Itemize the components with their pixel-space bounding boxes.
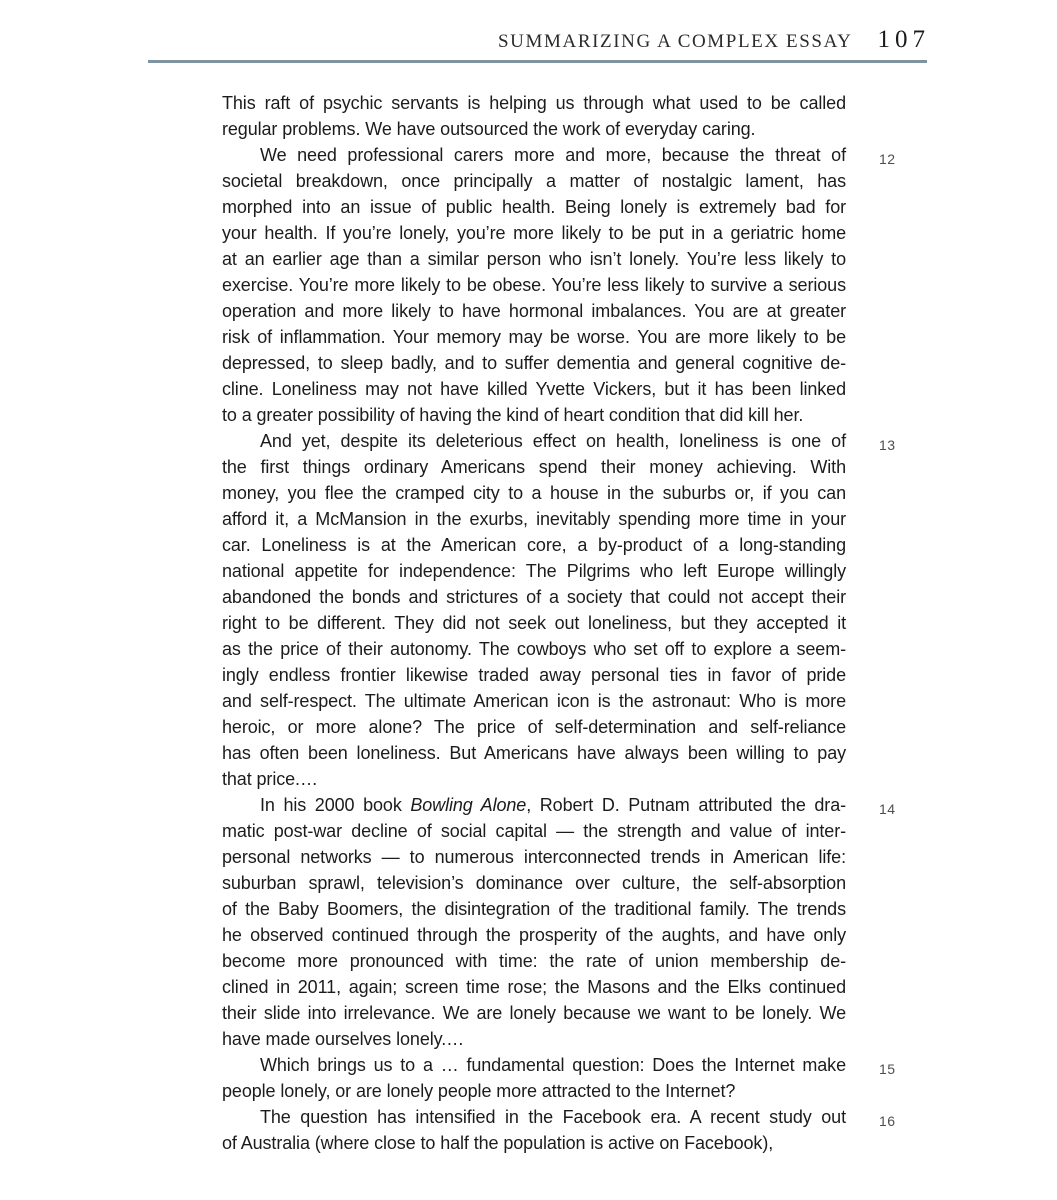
text-line: the first things ordinary Americans spend their money achieving. With: [222, 457, 846, 477]
text-line: The question has intensified in the Facebook era. A recent study out: [260, 1107, 846, 1127]
paragraph: [222, 1104, 896, 1156]
paragraph: [222, 428, 896, 792]
paragraph: [222, 792, 896, 1052]
text-line: In his 2000 book Bowling Alone, Robert D. Putnam attributed the dra-: [260, 795, 846, 815]
running-header: [148, 26, 930, 54]
text-line: operation and more likely to have hormonal imbalances. You are at greater: [222, 301, 846, 321]
text-line: right to be different. They did not seek out loneliness, but they accepted it: [222, 613, 846, 633]
text-line: matic post-war decline of social capital — the strength and value of inter-: [222, 821, 846, 841]
paragraph-number: 12: [879, 151, 896, 167]
text-line: car. Loneliness is at the American core, a by-product of a long-standing: [222, 535, 846, 555]
text-line: of Australia (where close to half the population is active on Facebook),: [222, 1133, 774, 1153]
text-line: clined in 2011, again; screen time rose; the Masons and the Elks continued: [222, 977, 846, 997]
paragraph-number: 14: [879, 801, 896, 817]
paragraph: [222, 1052, 896, 1104]
text-line: afford it, a McMansion in the exurbs, inevitably spending more time in your: [222, 509, 846, 529]
text-line: societal breakdown, once principally a matter of nostalgic lament, has: [222, 171, 846, 191]
paragraph-number: 15: [879, 1061, 896, 1077]
text-line: suburban sprawl, television’s dominance over culture, the self-absorption: [222, 873, 846, 893]
text-line: have made ourselves lonely.…: [222, 1029, 464, 1049]
text-line: exercise. You’re more likely to be obese. You’re less likely to survive a serious: [222, 275, 846, 295]
text-line: he observed continued through the prosperity of the aughts, and have only: [222, 925, 846, 945]
header-rule: [148, 60, 927, 63]
text-line: that price.…: [222, 769, 318, 789]
paragraph: [222, 90, 846, 142]
text-line: become more pronounced with time: the rate of union membership de-: [222, 951, 846, 971]
text-line: people lonely, or are lonely people more attracted to the Internet?: [222, 1081, 736, 1101]
text-line: national appetite for independence: The Pilgrims who left Europe willingly: [222, 561, 846, 581]
text-line: their slide into irrelevance. We are lonely because we want to be lonely. We: [222, 1003, 846, 1023]
text-line: And yet, despite its deleterious effect on health, loneliness is one of: [260, 431, 846, 451]
text-line: This raft of psychic servants is helping us through what used to be called: [222, 93, 846, 113]
text-line: risk of inflammation. Your memory may be worse. You are more likely to be: [222, 327, 846, 347]
text-line: morphed into an issue of public health. Being lonely is extremely bad for: [222, 197, 846, 217]
text-line: of the Baby Boomers, the disintegration of the traditional family. The trends: [222, 899, 846, 919]
paragraph-number: 16: [879, 1113, 896, 1129]
text-line: at an earlier age than a similar person who isn’t lonely. You’re less likely to: [222, 249, 846, 269]
text-line: ingly endless frontier likewise traded away personal ties in favor of pride: [222, 665, 846, 685]
text-line: regular problems. We have outsourced the work of everyday caring.: [222, 119, 756, 139]
text-line: personal networks — to numerous interconnected trends in American life:: [222, 847, 846, 867]
text-line: depressed, to sleep badly, and to suffer dementia and general cognitive de-: [222, 353, 846, 373]
paragraph-number: 13: [879, 437, 896, 453]
text-line: as the price of their autonomy. The cowboys who set off to explore a seem-: [222, 639, 846, 659]
text-line: We need professional carers more and more, because the threat of: [260, 145, 846, 165]
text-line: money, you flee the cramped city to a house in the suburbs or, if you can: [222, 483, 846, 503]
text-line: has often been loneliness. But Americans have always been willing to pay: [222, 743, 846, 763]
page-number: 107: [877, 26, 930, 53]
running-title: SUMMARIZING A COMPLEX ESSAY: [498, 31, 853, 52]
paragraph: [222, 142, 896, 428]
text-line: and self-respect. The ultimate American icon is the astronaut: Who is more: [222, 691, 846, 711]
text-line: to a greater possibility of having the kind of heart condition that did kill her.: [222, 405, 804, 425]
essay-text: [222, 90, 896, 1156]
text-line: abandoned the bonds and strictures of a society that could not accept their: [222, 587, 846, 607]
text-line: heroic, or more alone? The price of self-determination and self-reliance: [222, 717, 846, 737]
text-line: Which brings us to a … fundamental question: Does the Internet make: [260, 1055, 846, 1075]
text-line: your health. If you’re lonely, you’re more likely to be put in a geriatric home: [222, 223, 846, 243]
text-line: cline. Loneliness may not have killed Yvette Vickers, but it has been linked: [222, 379, 846, 399]
